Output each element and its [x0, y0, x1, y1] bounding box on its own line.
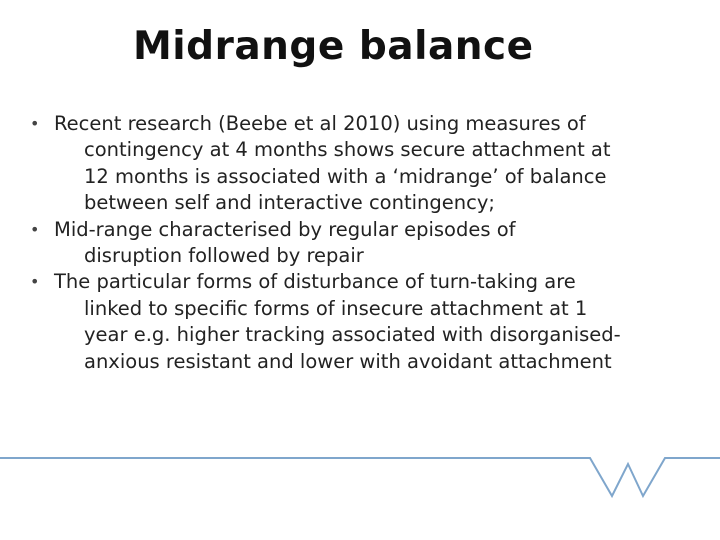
bullet-1-line-3: 12 months is associated with a ‘midrange’ of balance [84, 164, 607, 188]
bullet-marker-1: • [30, 114, 40, 133]
bullet-1-line-2: contingency at 4 months shows secure attachment at [84, 138, 611, 162]
bullet-1-line-1: Recent research (Beebe et al 2010) using measures of [54, 112, 586, 135]
bullet-item-3 [30, 269, 690, 375]
bullet-item-1 [30, 111, 690, 217]
bullet-2-line-1: Mid-range characterised by regular episodes of [54, 217, 516, 241]
bullet-marker-2: • [30, 219, 40, 239]
bullet-marker-3: • [30, 272, 40, 292]
slide-title: Midrange balance [133, 24, 534, 69]
bullet-3-line-4: anxious resistant and lower with avoidant attachment [84, 349, 612, 373]
bullet-3-line-2: linked to specific forms of insecure attachment at 1 [84, 296, 588, 320]
bullet-1-line-4: between self and interactive contingency; [84, 191, 495, 215]
footer-decoration [0, 440, 720, 510]
footer-accent-line [0, 458, 720, 496]
bullet-3-line-1: The particular forms of disturbance of turn-taking are [54, 270, 576, 294]
bullet-item-2 [30, 217, 690, 270]
bullet-2-line-2: disruption followed by repair [84, 244, 364, 268]
bullet-list [30, 111, 690, 375]
bullet-3-line-3: year e.g. higher tracking associated with disorganised- [84, 323, 621, 347]
